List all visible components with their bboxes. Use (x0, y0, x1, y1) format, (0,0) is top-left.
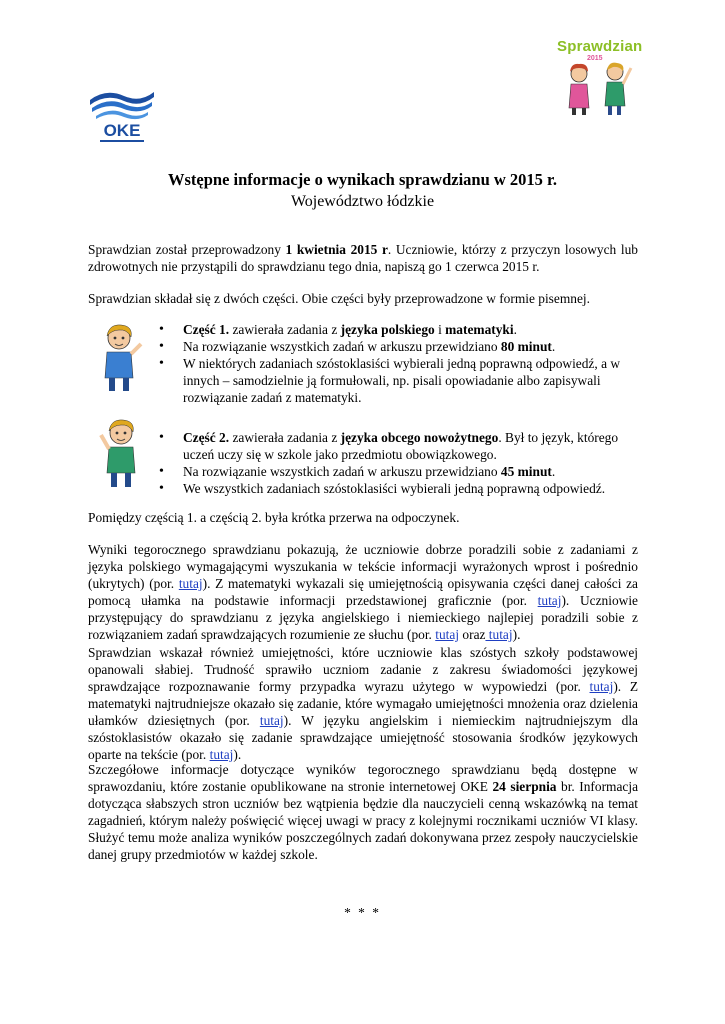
tutaj-link-5[interactable]: tutaj (589, 679, 614, 694)
results-paragraph-1: Wyniki tegorocznego sprawdzianu pokazują, że uczniowie dobrze poradzili sobie z zadaniami z języka polskiego wymagającymi wyszukania w tekście informacji wyrażonych wprost i pośrednio (ukrytych) (por. tutaj). Z matematyki wykazali się umiejętnością opisywania części danej całości za pomocą ułamka na podstawie informacji przedstawionej graficznie (por. tutaj). Uczniowie przystępujący do sprawdzianu z języka angielskiego i niemieckiego najlepiej poradzili sobie z rozwiązaniem zadań sprawdzających rozumienie ze słuchu (por. tutaj oraz tutaj). (88, 542, 638, 642)
brand-title: Sprawdzian (557, 38, 643, 55)
kids-illustration (557, 58, 647, 116)
part1-bullet-2: • Na rozwiązanie wszystkich zadań w arkuszu przewidziano 80 minut. (155, 338, 645, 355)
page-title: Wstępne informacje o wynikach sprawdzianu w 2015 r. (168, 170, 557, 189)
sprawdzian-brand (557, 38, 647, 116)
part1-bullet-list (155, 321, 645, 406)
section-separator: * * * (344, 905, 381, 920)
brand-year: 2015 (587, 55, 603, 62)
part2-bullet-2: • Na rozwiązanie wszystkich zadań w arkuszu przewidziano 45 minut. (155, 463, 645, 480)
tutaj-link-6[interactable]: tutaj (259, 713, 284, 728)
intro-paragraph-2: Sprawdzian składał się z dwóch części. Obie części były przeprowadzone w formie pisemnej. (88, 291, 590, 306)
part1-bullet-1: • Część 1. zawierała zadania z języka polskiego i matematyki. (155, 321, 645, 338)
part2-bullet-3: • We wszystkich zadaniach szóstoklasiści wybierali jedną poprawną odpowiedź. (155, 480, 645, 497)
intro-paragraph-1: Sprawdzian został przeprowadzony 1 kwietnia 2015 r. Uczniowie, którzy z przyczyn losowych lub zdrowotnych nie przystąpili do sprawdzianu tego dnia, napiszą go 1 czerwca 2015 r. (88, 242, 638, 274)
boy-illustration-2 (97, 417, 147, 489)
part1-bullet-3: • W niektórych zadaniach szóstoklasiści wybierali jedną poprawną odpowiedź, a w innych – samodzielnie ją formułowali, np. pisali opowiadanie albo zapisywali rozwiązanie zadań z matematyki. (155, 355, 645, 406)
tutaj-link-2[interactable]: tutaj (537, 593, 562, 608)
oke-logo (86, 78, 158, 150)
page-subtitle: Województwo łódzkie (290, 193, 435, 210)
tutaj-link-4[interactable]: tutaj (485, 627, 513, 642)
tutaj-link-1[interactable]: tutaj (178, 576, 203, 591)
results-paragraph-2: Sprawdzian wskazał również umiejętności, które uczniowie klas szóstych szkoły podstawowej opanowali słabiej. Trudność sprawiło uczniom zadanie z zakresu świadomości językowej sprawdzające rozpoznawanie formy przypadka wyrazu użytego w wypowiedzi (por. tutaj). Z matematyki najtrudniejsze okazało się zadanie, które wymagało umiejętności mnożenia oraz dzielenia ułamków dziesiętnych (por. tutaj). W języku angielskim i niemieckim najtrudniejszym dla szóstoklasistów okazało się zadanie sprawdzające umiejętność stosowania środków językowych oparte na tekście (por. tutaj). (88, 645, 639, 762)
break-note: Pomiędzy częścią 1. a częścią 2. była krótka przerwa na odpoczynek. (88, 510, 460, 525)
oke-logo-text: OKE (103, 121, 141, 140)
boy-illustration-1 (97, 322, 147, 394)
part2-bullet-list (155, 429, 645, 497)
tutaj-link-7[interactable]: tutaj (209, 747, 234, 762)
results-paragraph-3: Szczegółowe informacje dotyczące wyników tegorocznego sprawdzianu będą dostępne w sprawozdaniu, które zostanie opublikowane na stronie internetowej OKE 24 sierpnia br. Informacja dotycząca słabszych stron uczniów bez wątpienia będzie dla nauczycieli cenną wskazówką na temat zagadnień, którym należy poświęcić więcej uwagi w pracy z kolejnymi rocznikami uczniów VI klasy. Służyć temu może analiza wyników poszczególnych zadań dokonywana przez zespoły nauczycielskie danej grupy przedmiotów w każdej szkole. (88, 762, 639, 862)
oke-logo-graphic (86, 78, 158, 150)
tutaj-link-3[interactable]: tutaj (435, 627, 460, 642)
part2-bullet-1: • Część 2. zawierała zadania z języka obcego nowożytnego. Był to język, którego uczeń uczy się w szkole jako przedmiotu obowiązkowego. (155, 429, 645, 463)
